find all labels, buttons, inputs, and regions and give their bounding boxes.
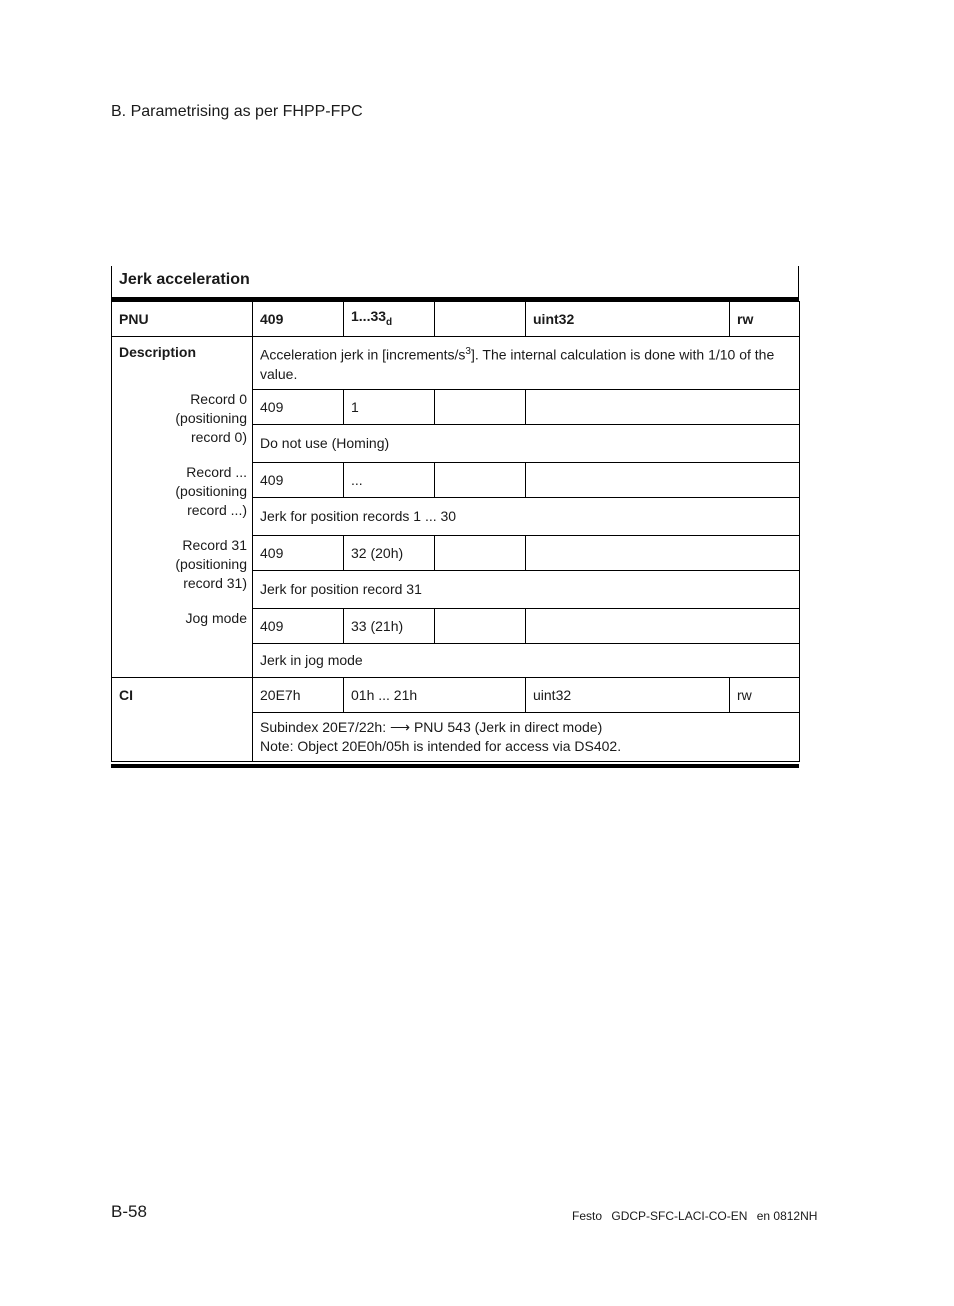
footer-info [572,1209,823,1223]
record-31-label: Record 31 (positioning record 31) [175,537,247,591]
ci-type: uint32 [526,678,730,713]
description-text: Acceleration jerk in $[increments/s^3]$. The internal calculation is done with 1/10 of the value. [253,337,800,390]
record-0-pnu: 409 [253,390,344,425]
jog-mode-pnu: 409 [253,609,344,644]
pnu-type: uint32 [526,302,730,337]
ci-note: Subindex 20E7/22h: ⟶ PNU 543 (Jerk in direct mode) Note: Object 20E0h/05h is intended for access via DS402. [253,713,800,762]
record-0-text: Do not use (Homing) [253,425,800,463]
record-31-pnu: 409 [253,536,344,571]
ci-index: 20E7h [253,678,344,713]
footer-brand: Festo [572,1209,603,1223]
table-title-box [111,266,799,297]
jog-mode-label: Jog mode [185,610,247,626]
pnu-access: rw [730,302,800,337]
record-n-sub: ... [344,463,435,498]
section-header: B. Parametrising as per FHPP-FPC [111,103,363,120]
description-label: Description [119,344,197,360]
record-0-label: Record 0 (positioning record 0) [175,391,247,445]
description-row [112,337,800,390]
footer-doc: GDCP-SFC-LACI-CO-EN [611,1209,748,1223]
pnu-label: PNU [112,302,253,337]
pnu-subindex: $1...33_d$ [344,302,435,337]
record-31-sub: 32 (20h) [344,536,435,571]
record-31-text: Jerk for position record 31 [253,571,800,609]
pnu-empty [435,302,526,337]
record-n-pnu: 409 [253,463,344,498]
record-0-sub: 1 [344,390,435,425]
ci-access: rw [730,678,800,713]
jog-mode-sub: 33 (21h) [344,609,435,644]
description-cell [112,337,253,678]
ci-label: CI [112,678,253,762]
record-n-text: Jerk for position records 1 ... 30 [253,498,800,536]
jog-mode-text: Jerk in jog mode [253,644,800,678]
pnu-number: 409 [253,302,344,337]
parameter-table [111,301,800,762]
ci-row [112,678,800,713]
record-n-label: Record ... (positioning record ...) [175,464,247,518]
table-title: Jerk acceleration [119,271,250,288]
ci-subindex: 01h ... 21h [344,678,526,713]
page-number: B-58 [111,1202,147,1221]
pnu-row [112,302,800,337]
footer-lang: en 0812NH [756,1209,818,1223]
table-bottom-rule [111,764,799,768]
